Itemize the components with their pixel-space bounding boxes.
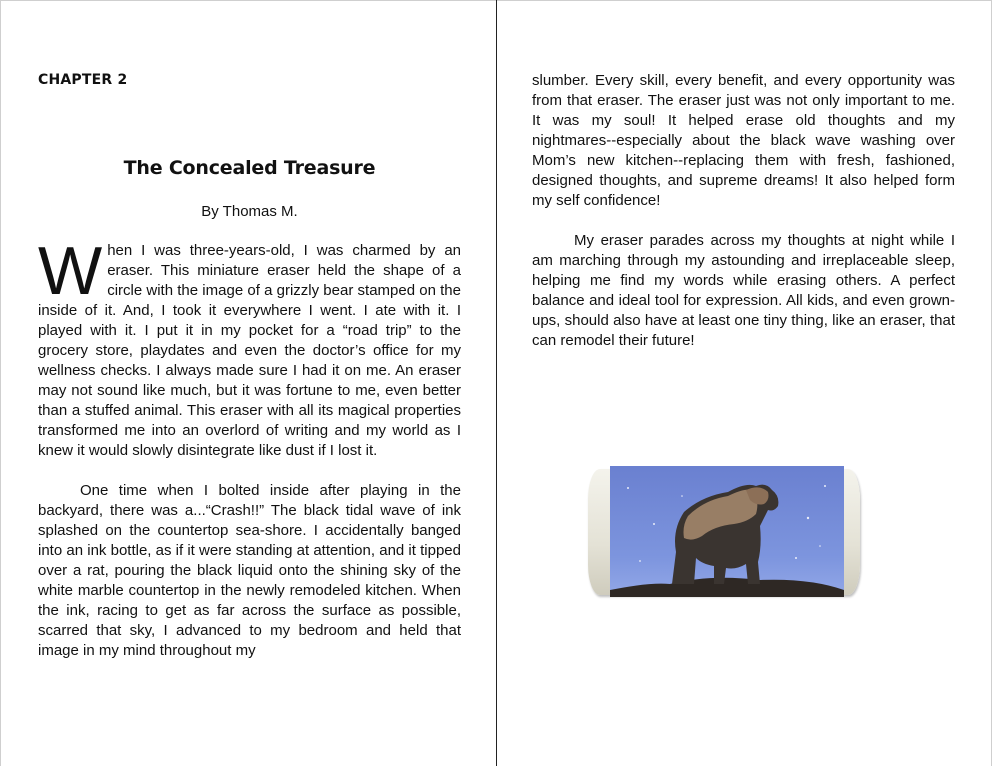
right-page [497,0,992,766]
drop-cap: W [38,233,103,309]
story-paragraph: My eraser parades across my thoughts at night while I am marching through my astounding and irreplaceable sleep, helping me find my words while erasing others. A perfect balance and ideal tool for expression. All kids, and even grown-ups, should also have at least one tiny thing, like an eraser, that can remodel their future! [532,232,955,349]
story-paragraph [38,233,461,461]
chapter-label: CHAPTER 2 [38,72,128,88]
paragraph-text: hen I was three-years-old, I was charmed by an eraser. This miniature eraser held the shape of a circle with the image of a grizzly bear stamped on the inside of it. And, I took it everywhere I went. I ate with it. I played with it. I put it in my pocket for a “road trip” to the grocery store, playdates and even the doctor’s office for my wellness checks. I always made sure I had it on me. An eraser may not sound like much, but it was fortune to me, even better than a stuffed animal. This eraser with all its magical properties transformed me into an overlord of writing and my world as I knew it would slowly disintegrate like dust if I lost it. [38,242,461,459]
left-page-body [38,233,461,661]
bear-eraser-illustration [588,466,862,597]
story-paragraph: One time when I bolted inside after playing in the backyard, there was a...“Crash!!” The black tidal wave of ink splashed on the countertop sea-shore. I accidentally banged into an ink bottle, as if it were standing at attention, and it tipped over a rat, pouring the black liquid onto the shining sky of the white marble countertop in the newly remodeled kitchen. When the ink, racing to get as far across the surface as possible, scarred that sky, I advanced to my bedroom and held that image in my mind throughout my [38,482,461,659]
right-page-body [532,71,955,351]
author-byline: By Thomas M. [201,203,298,220]
story-title: The Concealed Treasure [123,157,376,179]
story-paragraph: slumber. Every skill, every benefit, and every opportunity was from that eraser. The eraser just was not only important to me. It was my soul! It helped erase old thoughts and my nightmares--especially about the black wave washing over Mom’s new kitchen--replacing them with fresh, fashioned, designed thoughts, and supreme dreams! It also helped form my self confidence! [532,72,955,209]
eraser-print [610,466,844,597]
grizzly-bear-image [610,466,844,597]
